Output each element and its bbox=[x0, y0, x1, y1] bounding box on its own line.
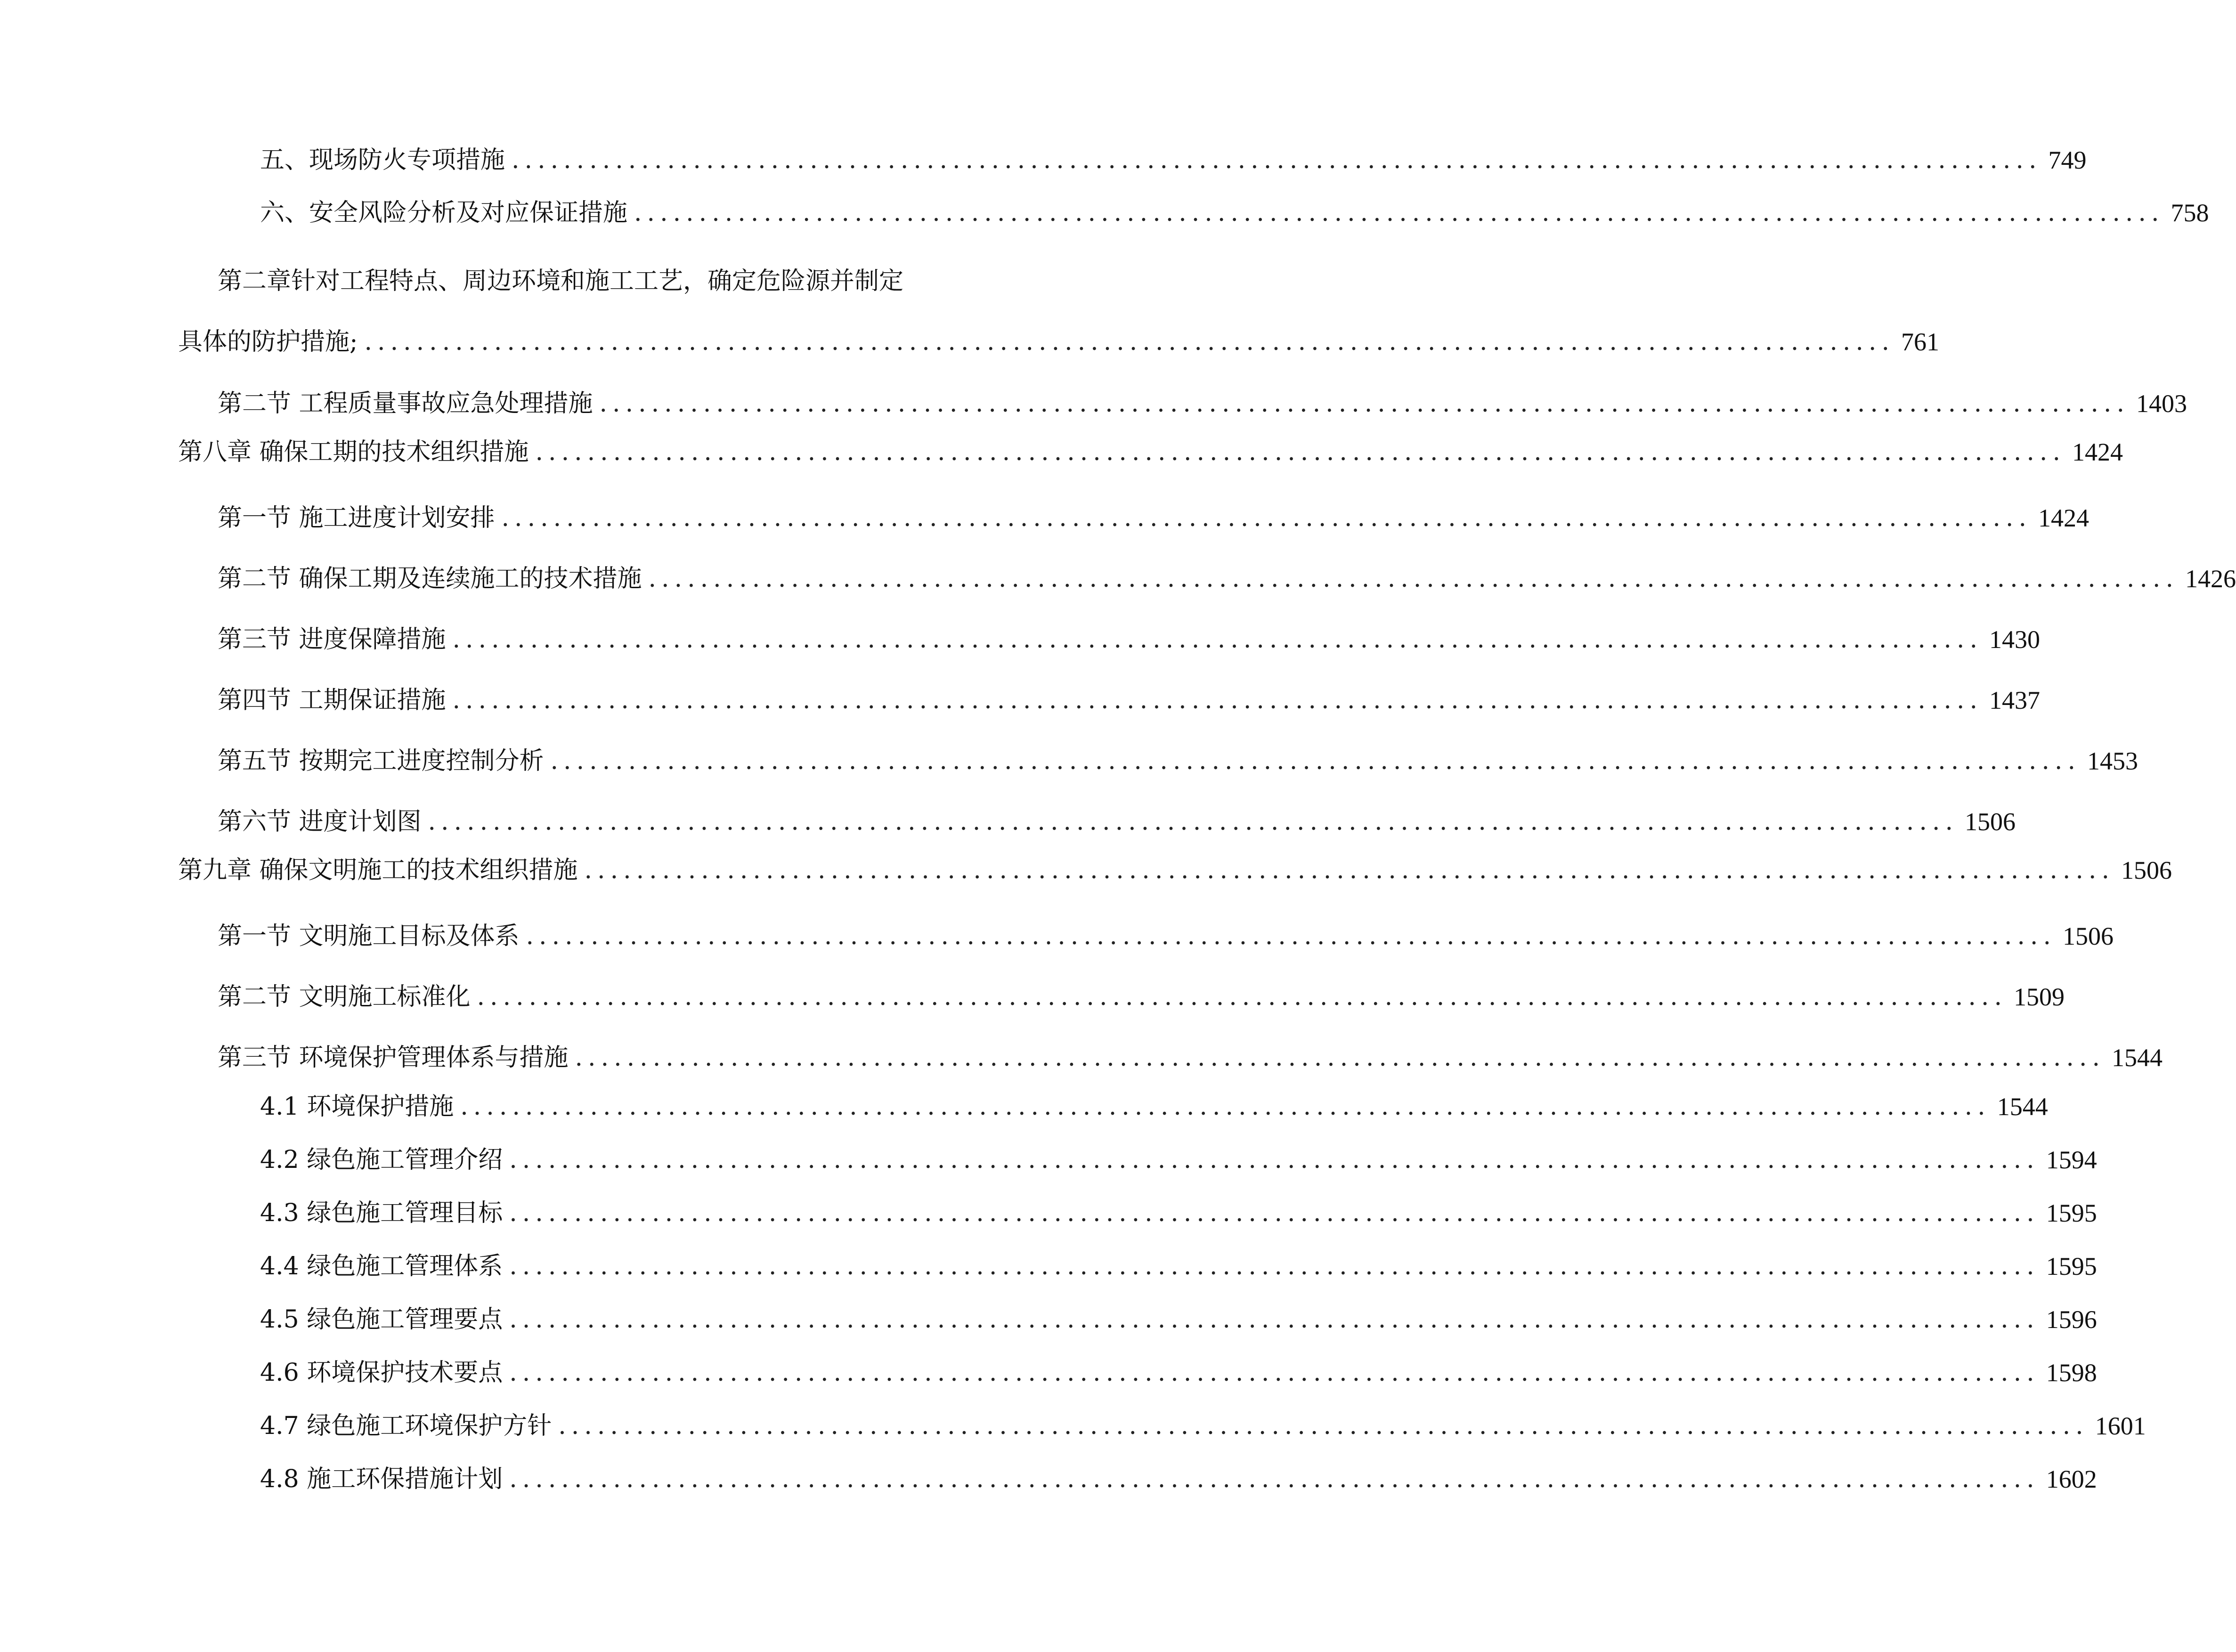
toc-entry-title: 第九章 确保文明施工的技术组织措施 bbox=[178, 856, 578, 884]
dot-leader: ...................................................................................................................... bbox=[509, 1252, 2040, 1280]
toc-page-number: 1430 bbox=[1989, 625, 2040, 654]
dot-leader: ...................................................................................................................... bbox=[634, 199, 2164, 227]
toc-page-number: 1598 bbox=[2046, 1359, 2097, 1387]
dot-leader: ...................................................................................................................... bbox=[584, 856, 2114, 884]
toc-page-number: 761 bbox=[1901, 328, 1939, 356]
toc-page-number: 1601 bbox=[2095, 1412, 2146, 1440]
dot-leader: ...................................................................................................................... bbox=[512, 146, 2042, 174]
toc-entry-title: 第六节 进度计划图 bbox=[218, 808, 422, 836]
toc-page-number: 1426 bbox=[2185, 565, 2236, 593]
toc-entry-title: 第二节 确保工期及连续施工的技术措施 bbox=[218, 565, 642, 593]
toc-entry[interactable] bbox=[178, 433, 2123, 471]
toc-page-number: 1544 bbox=[1997, 1093, 2048, 1121]
toc-page-number: 1437 bbox=[1989, 686, 2040, 714]
toc-entry-title: 六、安全风险分析及对应保证措施 bbox=[260, 199, 628, 227]
dot-leader: ...................................................................................................................... bbox=[558, 1412, 2089, 1440]
dot-leader: ...................................................................................................................... bbox=[550, 747, 2081, 775]
toc-entry[interactable] bbox=[260, 1088, 2048, 1126]
toc-entry-title: 第二节 文明施工标准化 bbox=[218, 983, 471, 1011]
dot-leader: ...................................................................................................................... bbox=[509, 1305, 2040, 1334]
toc-entry-title: 第一节 施工进度计划安排 bbox=[218, 504, 495, 532]
toc-entry[interactable] bbox=[218, 917, 2114, 955]
toc-entry-title: 4.4 绿色施工管理体系 bbox=[260, 1252, 503, 1280]
toc-page-number: 1595 bbox=[2046, 1252, 2097, 1280]
toc-entry-title: 第三节 进度保障措施 bbox=[218, 625, 446, 654]
dot-leader: ...................................................................................................................... bbox=[460, 1093, 1991, 1121]
toc-page-number: 1453 bbox=[2087, 747, 2138, 775]
toc-entry-title: 4.3 绿色施工管理目标 bbox=[260, 1199, 503, 1227]
toc-entry-title: 4.2 绿色施工管理介绍 bbox=[260, 1146, 503, 1174]
toc-entry[interactable] bbox=[178, 323, 1939, 361]
toc-page-number: 1509 bbox=[2014, 983, 2065, 1011]
toc-entry-title-line1: 第二章针对工程特点、周边环境和施工工艺，确定危险源并制定 bbox=[218, 267, 904, 295]
toc-entry-title: 第八章 确保工期的技术组织措施 bbox=[178, 438, 529, 466]
toc-page-number: 1544 bbox=[2112, 1044, 2163, 1072]
toc-entry[interactable] bbox=[260, 1141, 2097, 1179]
toc-entry-title: 第一节 文明施工目标及体系 bbox=[218, 922, 520, 950]
toc-entry-title: 4.6 环境保护技术要点 bbox=[260, 1359, 503, 1387]
toc-page-number: 1506 bbox=[1965, 808, 2016, 836]
toc-entry[interactable] bbox=[218, 742, 2138, 780]
toc-entry[interactable] bbox=[260, 1247, 2097, 1285]
dot-leader: ...................................................................................................................... bbox=[526, 922, 2056, 950]
toc-entry[interactable] bbox=[260, 194, 2209, 232]
toc-entry[interactable] bbox=[218, 1039, 2163, 1077]
toc-entry[interactable] bbox=[260, 1354, 2097, 1392]
dot-leader: ...................................................................................................................... bbox=[509, 1146, 2040, 1174]
dot-leader: ...................................................................................................................... bbox=[509, 1359, 2040, 1387]
dot-leader: ...................................................................................................................... bbox=[501, 504, 2032, 532]
toc-entry[interactable] bbox=[218, 681, 2040, 719]
dot-leader: ...................................................................................................................... bbox=[509, 1465, 2040, 1493]
dot-leader: ...................................................................................................................... bbox=[599, 389, 2130, 418]
toc-entry[interactable] bbox=[218, 621, 2040, 658]
dot-leader: ...................................................................................................................... bbox=[428, 808, 1958, 836]
toc-entry-title: 4.1 环境保护措施 bbox=[260, 1093, 454, 1121]
toc-entry[interactable] bbox=[218, 385, 2187, 422]
dot-leader: ...................................................................................................................... bbox=[452, 686, 1983, 714]
dot-leader: ...................................................................................................................... bbox=[452, 625, 1983, 654]
dot-leader: ...................................................................................................................... bbox=[535, 438, 2065, 466]
toc-entry[interactable] bbox=[218, 978, 2065, 1016]
toc-page-number: 758 bbox=[2171, 199, 2209, 227]
toc-page-number: 1602 bbox=[2046, 1465, 2097, 1493]
dot-leader: ...................................................................................................................... bbox=[575, 1044, 2105, 1072]
toc-entry-title: 4.7 绿色施工环境保护方针 bbox=[260, 1412, 552, 1440]
toc-page-number: 1403 bbox=[2136, 389, 2187, 418]
toc-entry[interactable] bbox=[178, 851, 2172, 889]
toc-entry[interactable] bbox=[260, 1194, 2097, 1232]
toc-page-number: 1506 bbox=[2121, 856, 2172, 884]
toc-entry-title: 具体的防护措施; bbox=[178, 328, 358, 356]
toc-entry-title: 第五节 按期完工进度控制分析 bbox=[218, 747, 544, 775]
toc-entry-title: 第三节 环境保护管理体系与措施 bbox=[218, 1044, 569, 1072]
toc-entry[interactable] bbox=[260, 1460, 2097, 1498]
toc-entry-title: 4.8 施工环保措施计划 bbox=[260, 1465, 503, 1493]
toc-page-number: 1424 bbox=[2038, 504, 2089, 532]
toc-entry-title: 第二节 工程质量事故应急处理措施 bbox=[218, 389, 593, 418]
dot-leader: ...................................................................................................................... bbox=[364, 328, 1895, 356]
toc-page-number: 749 bbox=[2048, 146, 2087, 174]
dot-leader: ...................................................................................................................... bbox=[509, 1199, 2040, 1227]
dot-leader: ...................................................................................................................... bbox=[477, 983, 2007, 1011]
toc-entry[interactable] bbox=[260, 1301, 2097, 1338]
toc-entry[interactable] bbox=[260, 141, 2087, 179]
toc-entry-title: 第四节 工期保证措施 bbox=[218, 686, 446, 714]
toc-entry-title: 4.5 绿色施工管理要点 bbox=[260, 1305, 503, 1334]
toc-entry[interactable] bbox=[218, 499, 2089, 537]
toc-entry[interactable] bbox=[218, 560, 2236, 598]
toc-page-number: 1595 bbox=[2046, 1199, 2097, 1227]
toc-page-number: 1424 bbox=[2072, 438, 2123, 466]
toc-entry[interactable] bbox=[260, 1407, 2146, 1445]
dot-leader: ...................................................................................................................... bbox=[648, 565, 2179, 593]
toc-page-number: 1596 bbox=[2046, 1305, 2097, 1334]
toc-entry-title: 五、现场防火专项措施 bbox=[260, 146, 505, 174]
toc-entry[interactable] bbox=[218, 803, 2016, 841]
toc-page-number: 1594 bbox=[2046, 1146, 2097, 1174]
toc-page-number: 1506 bbox=[2063, 922, 2114, 950]
